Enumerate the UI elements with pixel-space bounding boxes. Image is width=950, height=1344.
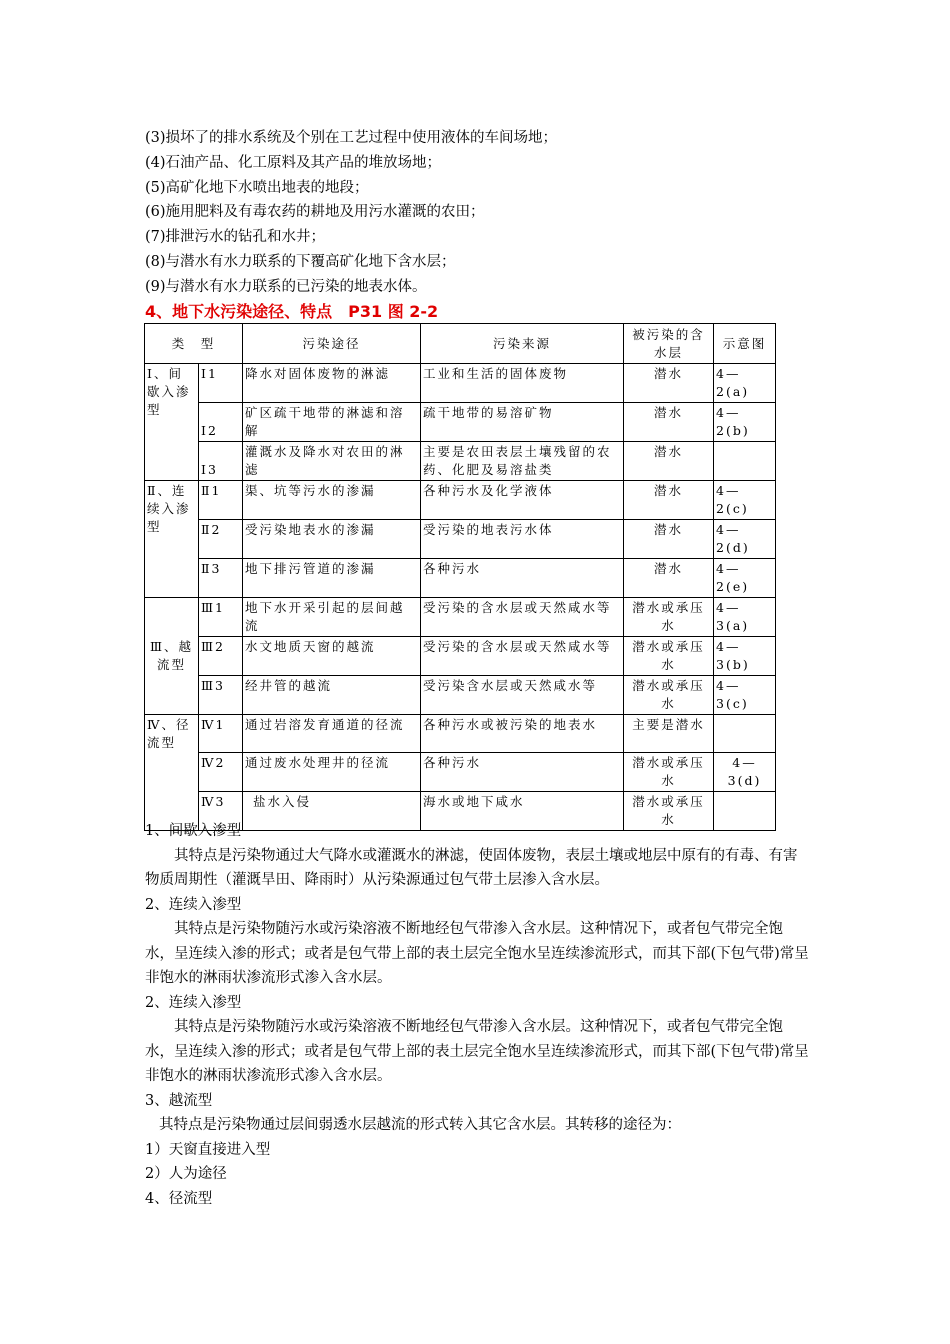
table-row (145, 559, 776, 598)
paragraph: 其特点是污染物通过大气降水或灌溉水的淋滤，使固体废物，表层土壤或地层中原有的有毒、有害物质周期性（灌溉旱田、降雨时）从污染源通过包气带土层渗入含水层。 (145, 847, 798, 888)
group-type-cell: Ⅱ、连续入渗型 (145, 481, 199, 598)
figure-cell: 4—3(b) (714, 637, 776, 676)
code-cell: Ⅱ3 (199, 559, 243, 598)
aquifer-cell: 潜水 (624, 442, 714, 481)
aquifer-cell: 潜水 (624, 364, 714, 403)
code-cell: Ⅱ2 (199, 520, 243, 559)
section-heading: 2、连续入渗型 (145, 994, 242, 1011)
path-cell: 通过岩溶发育通道的径流 (243, 715, 421, 753)
table-row (145, 753, 776, 792)
table-row (145, 715, 776, 753)
source-cell: 各种污水 (421, 753, 624, 792)
header-figure: 示意图 (714, 324, 776, 364)
path-cell: 水文地质天窗的越流 (243, 637, 421, 676)
list-item: (9)与潜水有水力联系的已污染的地表水体。 (145, 278, 427, 295)
section-heading: 3、越流型 (145, 1092, 213, 1109)
table-row (145, 364, 776, 403)
paragraph: 其特点是污染物随污水或污染溶液不断地经包气带渗入含水层。这种情况下，或者包气带完全饱水，呈连续入渗的形式；或者是包气带上部的表土层完全饱水呈连续渗流形式，而其下部(下包气带)常呈非饱水的淋雨状渗流形式渗入含水层。 (145, 1019, 809, 1084)
path-cell: 矿区疏干地带的淋滤和溶解 (243, 403, 421, 442)
figure-cell: 4—2(e) (714, 559, 776, 598)
list-item: 1）天窗直接进入型 (145, 1141, 271, 1158)
source-cell: 各种污水 (421, 559, 624, 598)
body-text (145, 819, 810, 1211)
code-cell: Ⅰ1 (199, 364, 243, 403)
table-row (145, 520, 776, 559)
header-type: 类 型 (145, 324, 243, 364)
figure-cell (714, 715, 776, 753)
section-heading: 4、径流型 (145, 1190, 213, 1207)
source-cell: 各种污水或被污染的地表水 (421, 715, 624, 753)
aquifer-cell: 潜水或承压水 (624, 676, 714, 715)
path-cell: 盐水入侵 (243, 792, 421, 831)
list-item: (6)施用肥料及有毒农药的耕地及用污水灌溉的农田； (145, 204, 485, 221)
source-cell: 受污染的含水层或天然咸水等 (421, 637, 624, 676)
aquifer-cell: 潜水 (624, 559, 714, 598)
source-cell: 海水或地下咸水 (421, 792, 624, 831)
table-row (145, 442, 776, 481)
code-cell: Ⅳ2 (199, 753, 243, 792)
path-cell: 灌溉水及降水对农田的淋滤 (243, 442, 421, 481)
table-row (145, 676, 776, 715)
figure-cell: 4—2(c) (714, 481, 776, 520)
table-row (145, 481, 776, 520)
aquifer-cell: 潜水或承压水 (624, 792, 714, 831)
table-row (145, 637, 776, 676)
source-cell: 受污染的含水层或天然咸水等 (421, 598, 624, 637)
source-cell: 工业和生活的固体废物 (421, 364, 624, 403)
aquifer-cell: 潜水或承压水 (624, 637, 714, 676)
path-cell: 地下排污管道的渗漏 (243, 559, 421, 598)
list-item: (5)高矿化地下水喷出地表的地段； (145, 179, 369, 196)
figure-cell: 4—3(d) (714, 753, 776, 792)
list-item: (8)与潜水有水力联系的下覆高矿化地下含水层； (145, 253, 456, 270)
list-item: (4)石油产品、化工原料及其产品的堆放场地； (145, 154, 442, 171)
aquifer-cell: 潜水或承压水 (624, 598, 714, 637)
figure-cell: 4—3(a) (714, 598, 776, 637)
table-row (145, 598, 776, 637)
figure-cell: 4—2(d) (714, 520, 776, 559)
section-title: 4、地下水污染途径、特点 P31 图 2-2 (145, 302, 439, 321)
source-cell: 各种污水及化学液体 (421, 481, 624, 520)
code-cell: Ⅱ1 (199, 481, 243, 520)
section-heading: 2、连续入渗型 (145, 896, 242, 913)
code-cell: Ⅳ1 (199, 715, 243, 753)
pollution-path-table (144, 323, 776, 831)
section-heading: 1、间歇入渗型 (145, 823, 242, 839)
aquifer-cell: 主要是潜水 (624, 715, 714, 753)
source-cell: 受污染的地表污水体 (421, 520, 624, 559)
header-path: 污染途径 (243, 324, 421, 364)
group-type-cell: Ⅲ、越流型 (145, 598, 199, 715)
code-cell: Ⅰ2 (199, 403, 243, 442)
path-cell: 经井管的越流 (243, 676, 421, 715)
list-item: (7)排泄污水的钻孔和水井； (145, 229, 326, 246)
list-item: 2）人为途径 (145, 1166, 227, 1182)
aquifer-cell: 潜水 (624, 403, 714, 442)
group-type-cell: Ⅳ、径流型 (145, 715, 199, 831)
path-cell: 受污染地表水的渗漏 (243, 520, 421, 559)
path-cell: 渠、坑等污水的渗漏 (243, 481, 421, 520)
table-row (145, 403, 776, 442)
source-cell: 主要是农田表层土壤残留的农药、化肥及易溶盐类 (421, 442, 624, 481)
aquifer-cell: 潜水或承压水 (624, 753, 714, 792)
aquifer-cell: 潜水 (624, 520, 714, 559)
paragraph: 其特点是污染物通过层间弱透水层越流的形式转入其它含水层。其转移的途径为： (159, 1117, 681, 1133)
header-source: 污染来源 (421, 324, 624, 364)
figure-cell (714, 442, 776, 481)
source-cell: 受污染含水层或天然咸水等 (421, 676, 624, 715)
pollution-source-list (145, 126, 825, 300)
table-header-row (145, 324, 776, 364)
code-cell: Ⅰ3 (199, 442, 243, 481)
figure-cell: 4—3(c) (714, 676, 776, 715)
code-cell: Ⅲ2 (199, 637, 243, 676)
path-cell: 通过废水处理井的径流 (243, 753, 421, 792)
header-aquifer: 被污染的含水层 (624, 324, 714, 364)
figure-cell: 4—2(a) (714, 364, 776, 403)
paragraph: 其特点是污染物随污水或污染溶液不断地经包气带渗入含水层。这种情况下，或者包气带完全饱水，呈连续入渗的形式；或者是包气带上部的表土层完全饱水呈连续渗流形式，而其下部(下包气带)常呈非饱水的淋雨状渗流形式渗入含水层。 (145, 921, 809, 986)
figure-cell: 4—2(b) (714, 403, 776, 442)
code-cell: Ⅲ1 (199, 598, 243, 637)
source-cell: 疏干地带的易溶矿物 (421, 403, 624, 442)
path-cell: 降水对固体废物的淋滤 (243, 364, 421, 403)
path-cell: 地下水开采引起的层间越流 (243, 598, 421, 637)
group-type-cell: Ⅰ、间歇入渗型 (145, 364, 199, 481)
code-cell: Ⅲ3 (199, 676, 243, 715)
code-cell: Ⅳ3 (199, 792, 243, 831)
list-item: (3)损坏了的排水系统及个别在工艺过程中使用液体的车间场地； (145, 130, 558, 146)
aquifer-cell: 潜水 (624, 481, 714, 520)
